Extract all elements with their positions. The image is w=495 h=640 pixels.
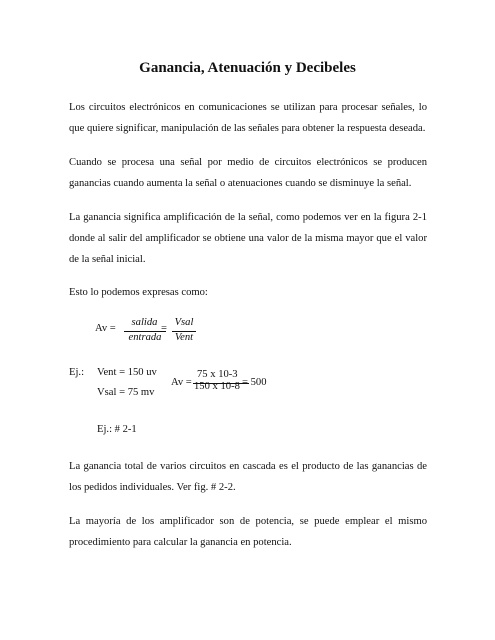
- formula-equals: =: [161, 323, 167, 334]
- example-vent: Vent = 150 uv: [97, 367, 157, 378]
- formula-fraction2-denominator: Vent: [174, 332, 194, 343]
- paragraph-4: Esto lo podemos expresas como:: [69, 287, 208, 298]
- paragraph-1: Los circuitos electrónicos en comunicaciones se utilizan para procesar señales, lo que quiere significar, manipulación de las señales para obtener la respuesta deseada.: [69, 102, 427, 134]
- paragraph-3: La ganancia significa amplificación de la señal, como podemos ver en la figura 2-1 donde al salir del amplificador se obtiene una valor de la misma mayor que el valor de la señal inicial.: [69, 212, 427, 265]
- example-vsal: Vsal = 75 mv: [97, 387, 155, 398]
- formula-fraction2-numerator: Vsal: [174, 317, 194, 328]
- paragraph-5: La ganancia total de varios circuitos en cascada es el producto de las ganancias de los pedidos individuales. Ver fig. # 2-2.: [69, 461, 427, 493]
- page-title: Ganancia, Atenuación y Decibeles: [139, 60, 356, 76]
- paragraph-6: La mayoría de los amplificador son de potencia, se puede emplear el mismo procedimiento para calcular la ganancia en potencia.: [69, 516, 427, 548]
- example-numerator: 75 x 10-3: [197, 369, 238, 380]
- formula-lhs: Av =: [95, 323, 116, 334]
- formula-fraction1-numerator: salida: [131, 317, 158, 328]
- example-denominator: 150 x 10-8: [194, 381, 240, 392]
- example-reference: Ej.: # 2-1: [97, 424, 137, 435]
- formula-fraction1-denominator: entrada: [128, 332, 162, 343]
- example-label: Ej.:: [69, 367, 85, 378]
- paragraph-2: Cuando se procesa una señal por medio de circuitos electrónicos se producen ganancias cuando aumenta la señal o atenuaciones cuando se disminuye la señal.: [69, 157, 427, 189]
- example-lhs: Av =: [171, 377, 192, 388]
- example-result: = 500: [242, 377, 267, 388]
